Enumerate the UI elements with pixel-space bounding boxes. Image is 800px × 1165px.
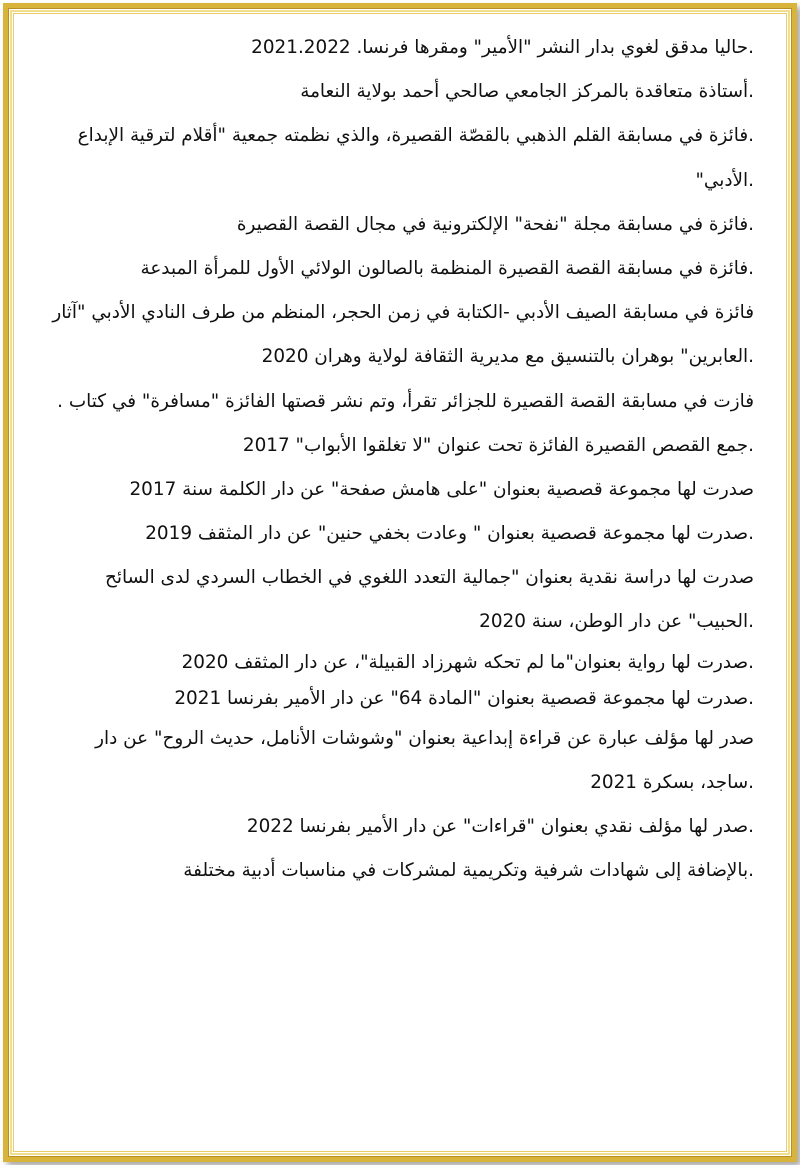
text-line-10: .جمع القصص القصيرة الفائزة تحت عنوان "لا تغلقوا الأبواب" 2017 bbox=[242, 434, 754, 456]
text-line-19: .صدر لها مؤلف نقدي بعنوان "قراءات" عن دار الأمير بفرنسا 2022 bbox=[246, 816, 754, 837]
text-line-13: صدرت لها دراسة نقدية بعنوان "جمالية التعدد اللغوي في الخطاب السردي لدى السائح bbox=[105, 567, 754, 589]
text-line-20: .بالإضافة إلى شهادات شرفية وتكريمية لمشركات في مناسبات أدبية مختلفة bbox=[183, 860, 754, 882]
text-line-14: .الحبيب" عن دار الوطن، سنة 2020 bbox=[479, 611, 754, 633]
text-line-16: .صدرت لها مجموعة قصصية بعنوان "المادة 64" عن دار الأمير بفرنسا 2021 bbox=[174, 687, 754, 709]
text-line-15: .صدرت لها رواية بعنوان"ما لم تحكه شهرزاد القبيلة"، عن دار المثقف 2020 bbox=[181, 651, 754, 673]
text-line-8: .العابرين" بوهران بالتنسيق مع مديرية الثقافة لولاية وهران 2020 bbox=[261, 346, 754, 368]
text-line-6: .فائزة في مسابقة القصة القصيرة المنظمة بالصالون الولائي الأول للمرأة المبدعة bbox=[140, 257, 754, 279]
text-line-2: .أستاذة متعاقدة بالمركز الجامعي صالحي أحمد بولاية النعامة bbox=[300, 81, 754, 103]
text-line-12: .صدرت لها مجموعة قصصية بعنوان " وعادت بخفي حنين" عن دار المثقف 2019 bbox=[145, 523, 754, 545]
text-line-1: .حاليا مدقق لغوي بدار النشر "الأمير" ومقرها فرنسا. 2021.2022 bbox=[251, 37, 754, 58]
text-line-4: .الأدبي" bbox=[695, 169, 754, 191]
biography-text bbox=[38, 26, 754, 893]
text-line-17: صدر لها مؤلف عبارة عن قراءة إبداعية بعنوان "وشوشات الأنامل، حديث الروح" عن دار bbox=[95, 727, 754, 749]
text-line-7: فائزة في مسابقة الصيف الأدبي -الكتابة في زمن الحجر، المنظم من طرف النادي الأدبي "آثار bbox=[52, 302, 754, 324]
text-line-9: فازت في مسابقة القصة القصيرة للجزائر تقرأ، وتم نشر قصتها الفائزة "مسافرة" في كتاب . bbox=[57, 390, 754, 412]
text-line-18: .ساجد، بسكرة 2021 bbox=[590, 771, 754, 793]
text-line-5: .فائزة في مسابقة مجلة "نفحة" الإلكترونية في مجال القصة القصيرة bbox=[236, 213, 754, 235]
text-line-3: .فائزة في مسابقة القلم الذهبي بالقصّة القصيرة، والذي نظمته جمعية "أقلام لترقية الإبداع bbox=[77, 125, 754, 147]
text-line-11: صدرت لها مجموعة قصصية بعنوان "على هامش صفحة" عن دار الكلمة سنة 2017 bbox=[129, 478, 754, 500]
